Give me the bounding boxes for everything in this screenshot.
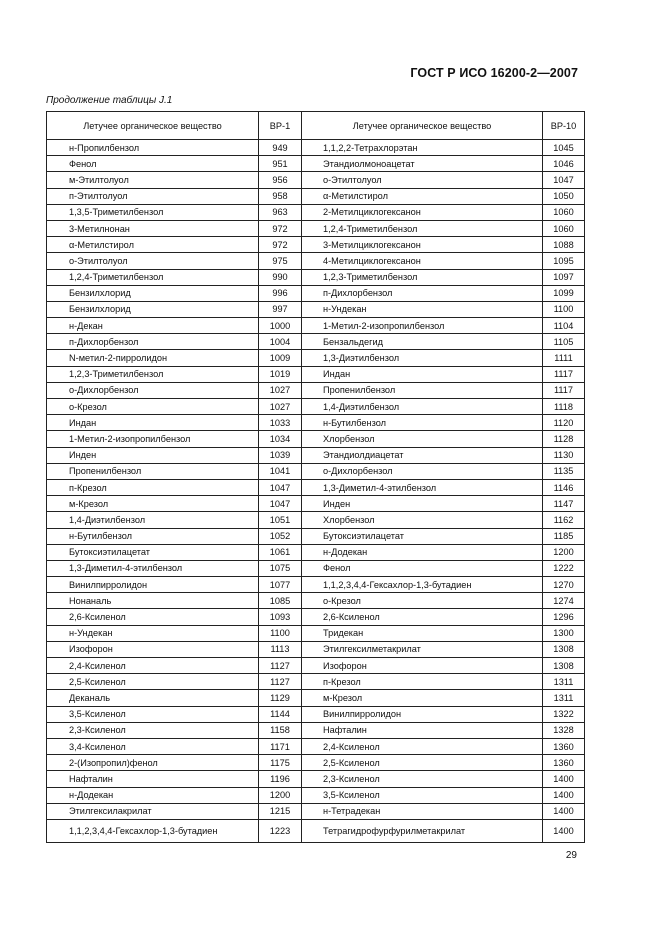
page-number: 29 xyxy=(565,850,577,861)
retention-index-bp10: 1360 xyxy=(543,738,585,754)
compound-cell-bp10: м-Крезол xyxy=(302,690,543,706)
compound-cell-bp10: 2,6-Ксиленол xyxy=(302,609,543,625)
compound-cell-bp10: Этандиолмоноацетат xyxy=(302,156,543,172)
compound-cell-bp10: 1,3-Диметил-4-этилбензол xyxy=(302,479,543,495)
retention-index-bp1: 1009 xyxy=(259,350,302,366)
retention-index-bp10: 1135 xyxy=(543,463,585,479)
compound-cell-bp1: н-Декан xyxy=(47,318,259,334)
table-row xyxy=(47,609,585,625)
compound-cell-bp10: н-Тетрадекан xyxy=(302,803,543,819)
compound-cell-bp1: 1,2,3-Триметилбензол xyxy=(47,366,259,382)
compound-cell-bp10: Этилгексилметакрилат xyxy=(302,641,543,657)
table-row xyxy=(47,399,585,415)
retention-index-bp10: 1105 xyxy=(543,334,585,350)
compound-cell-bp1: Нонаналь xyxy=(47,593,259,609)
compound-cell-bp10: Бутоксиэтилацетат xyxy=(302,528,543,544)
retention-index-bp10: 1088 xyxy=(543,237,585,253)
compound-cell-bp1: Индан xyxy=(47,415,259,431)
compound-cell-bp1: м-Крезол xyxy=(47,496,259,512)
compound-cell-bp10: Нафталин xyxy=(302,722,543,738)
compound-cell-bp10: Инден xyxy=(302,496,543,512)
table-row xyxy=(47,658,585,674)
table-row xyxy=(47,496,585,512)
retention-index-bp1: 1129 xyxy=(259,690,302,706)
compound-cell-bp1: 3,4-Ксиленол xyxy=(47,738,259,754)
compound-cell-bp10: 1-Метил-2-изопропилбензол xyxy=(302,318,543,334)
compound-cell-bp1: 2,4-Ксиленол xyxy=(47,658,259,674)
table-row xyxy=(47,285,585,301)
retention-index-bp1: 1027 xyxy=(259,382,302,398)
retention-index-bp1: 1175 xyxy=(259,755,302,771)
compound-cell-bp1: Бензилхлорид xyxy=(47,301,259,317)
retention-index-bp1: 1077 xyxy=(259,577,302,593)
compound-cell-bp10: 2,4-Ксиленол xyxy=(302,738,543,754)
retention-index-bp1: 1034 xyxy=(259,431,302,447)
compound-cell-bp1: Бензилхлорид xyxy=(47,285,259,301)
table-row xyxy=(47,722,585,738)
table-row xyxy=(47,577,585,593)
compound-cell-bp10: 1,2,3-Триметилбензол xyxy=(302,269,543,285)
compound-cell-bp10: 3,5-Ксиленол xyxy=(302,787,543,803)
compound-cell-bp1: о-Дихлорбензол xyxy=(47,382,259,398)
table-row xyxy=(47,301,585,317)
compound-cell-bp10: 2,5-Ксиленол xyxy=(302,755,543,771)
table-row xyxy=(47,819,585,842)
retention-index-bp10: 1046 xyxy=(543,156,585,172)
compound-cell-bp1: п-Этилтолуол xyxy=(47,188,259,204)
compound-cell-bp10: 1,2,4-Триметилбензол xyxy=(302,220,543,236)
table-row xyxy=(47,253,585,269)
table-row xyxy=(47,269,585,285)
compound-cell-bp10: 3-Метилциклогексанон xyxy=(302,237,543,253)
retention-index-bp1: 1093 xyxy=(259,609,302,625)
table-row xyxy=(47,755,585,771)
compound-cell-bp10: Тридекан xyxy=(302,625,543,641)
compound-cell-bp10: н-Бутилбензол xyxy=(302,415,543,431)
retention-index-bp1: 1196 xyxy=(259,771,302,787)
retention-index-bp10: 1360 xyxy=(543,755,585,771)
compound-cell-bp10: Бензальдегид xyxy=(302,334,543,350)
compound-cell-bp10: о-Этилтолуол xyxy=(302,172,543,188)
compound-cell-bp1: п-Крезол xyxy=(47,479,259,495)
compound-cell-bp1: 3,5-Ксиленол xyxy=(47,706,259,722)
retention-index-bp10: 1322 xyxy=(543,706,585,722)
compound-cell-bp1: Этилгексилакрилат xyxy=(47,803,259,819)
column-header-bp10: BP-10 xyxy=(543,112,585,140)
document-header: ГОСТ Р ИСО 16200-2—2007 xyxy=(410,66,578,80)
compound-cell-bp10: 1,3-Диэтилбензол xyxy=(302,350,543,366)
retention-index-bp1: 1041 xyxy=(259,463,302,479)
retention-index-bp1: 1033 xyxy=(259,415,302,431)
compound-cell-bp10: Этандиолдиацетат xyxy=(302,447,543,463)
column-header-compound-2: Летучее органическое вещество xyxy=(302,112,543,140)
compound-cell-bp1: о-Этилтолуол xyxy=(47,253,259,269)
table-row xyxy=(47,625,585,641)
compound-cell-bp1: 1,2,4-Триметилбензол xyxy=(47,269,259,285)
compound-cell-bp1: 1,4-Диэтилбензол xyxy=(47,512,259,528)
retention-index-bp10: 1060 xyxy=(543,204,585,220)
table-caption: Продолжение таблицы J.1 xyxy=(46,95,173,106)
compound-cell-bp1: 2,6-Ксиленол xyxy=(47,609,259,625)
compound-cell-bp10: о-Крезол xyxy=(302,593,543,609)
table-row xyxy=(47,544,585,560)
compound-cell-bp10: н-Ундекан xyxy=(302,301,543,317)
retention-index-bp10: 1146 xyxy=(543,479,585,495)
retention-index-bp10: 1162 xyxy=(543,512,585,528)
table-row xyxy=(47,512,585,528)
retention-index-bp10: 1311 xyxy=(543,690,585,706)
compound-cell-bp1: 1-Метил-2-изопропилбензол xyxy=(47,431,259,447)
retention-index-bp1: 1075 xyxy=(259,560,302,576)
column-header-compound-1: Летучее органическое вещество xyxy=(47,112,259,140)
retention-index-bp10: 1100 xyxy=(543,301,585,317)
retention-index-bp10: 1045 xyxy=(543,140,585,156)
compound-cell-bp10: 1,4-Диэтилбензол xyxy=(302,399,543,415)
compound-cell-bp1: Пропенилбензол xyxy=(47,463,259,479)
table-row xyxy=(47,706,585,722)
retention-index-bp10: 1400 xyxy=(543,819,585,842)
compound-cell-bp1: м-Этилтолуол xyxy=(47,172,259,188)
retention-index-bp10: 1308 xyxy=(543,641,585,657)
retention-index-bp10: 1300 xyxy=(543,625,585,641)
compound-cell-bp10: Винилпирролидон xyxy=(302,706,543,722)
retention-index-bp10: 1104 xyxy=(543,318,585,334)
compound-cell-bp1: н-Бутилбензол xyxy=(47,528,259,544)
table-row xyxy=(47,220,585,236)
compound-cell-bp1: 2-(Изопропил)фенол xyxy=(47,755,259,771)
compound-cell-bp1: 2,5-Ксиленол xyxy=(47,674,259,690)
retention-index-bp1: 1027 xyxy=(259,399,302,415)
table-row xyxy=(47,447,585,463)
retention-index-bp1: 1047 xyxy=(259,496,302,512)
retention-index-bp1: 1171 xyxy=(259,738,302,754)
compound-cell-bp10: Индан xyxy=(302,366,543,382)
table-row xyxy=(47,172,585,188)
retention-index-bp10: 1128 xyxy=(543,431,585,447)
table-row xyxy=(47,479,585,495)
retention-index-bp10: 1097 xyxy=(543,269,585,285)
table-row xyxy=(47,156,585,172)
retention-index-bp1: 1113 xyxy=(259,641,302,657)
compound-cell-bp10: 1,1,2,2-Тетрахлорэтан xyxy=(302,140,543,156)
table-row xyxy=(47,318,585,334)
retention-index-bp10: 1311 xyxy=(543,674,585,690)
retention-index-bp10: 1117 xyxy=(543,366,585,382)
retention-index-bp10: 1200 xyxy=(543,544,585,560)
compound-cell-bp1: 2,3-Ксиленол xyxy=(47,722,259,738)
retention-index-bp1: 1047 xyxy=(259,479,302,495)
retention-index-bp1: 972 xyxy=(259,220,302,236)
retention-index-bp1: 1144 xyxy=(259,706,302,722)
compound-cell-bp1: п-Дихлорбензол xyxy=(47,334,259,350)
retention-index-bp10: 1400 xyxy=(543,803,585,819)
table-row xyxy=(47,674,585,690)
retention-index-bp10: 1120 xyxy=(543,415,585,431)
retention-index-bp1: 949 xyxy=(259,140,302,156)
retention-index-bp10: 1111 xyxy=(543,350,585,366)
retention-index-bp10: 1308 xyxy=(543,658,585,674)
retention-index-bp1: 972 xyxy=(259,237,302,253)
table-row xyxy=(47,350,585,366)
table-row xyxy=(47,204,585,220)
table-row xyxy=(47,140,585,156)
retention-index-bp1: 1019 xyxy=(259,366,302,382)
retention-index-bp1: 1085 xyxy=(259,593,302,609)
compound-cell-bp1: Деканаль xyxy=(47,690,259,706)
table-row xyxy=(47,334,585,350)
retention-index-bp1: 963 xyxy=(259,204,302,220)
compound-cell-bp1: Винилпирролидон xyxy=(47,577,259,593)
retention-index-bp1: 1052 xyxy=(259,528,302,544)
retention-index-bp1: 975 xyxy=(259,253,302,269)
retention-index-bp1: 958 xyxy=(259,188,302,204)
retention-index-bp1: 1223 xyxy=(259,819,302,842)
compound-cell-bp10: 1,1,2,3,4,4-Гексахлор-1,3-бутадиен xyxy=(302,577,543,593)
retention-index-bp10: 1296 xyxy=(543,609,585,625)
table-row xyxy=(47,415,585,431)
retention-index-bp10: 1222 xyxy=(543,560,585,576)
compound-cell-bp1: о-Крезол xyxy=(47,399,259,415)
compound-cell-bp10: Хлорбензол xyxy=(302,431,543,447)
retention-index-bp1: 1051 xyxy=(259,512,302,528)
retention-index-bp1: 1127 xyxy=(259,674,302,690)
compound-cell-bp10: о-Дихлорбензол xyxy=(302,463,543,479)
compound-cell-bp1: н-Пропилбензол xyxy=(47,140,259,156)
table-row xyxy=(47,738,585,754)
compound-cell-bp1: 1,1,2,3,4,4-Гексахлор-1,3-бутадиен xyxy=(47,819,259,842)
retention-index-bp1: 990 xyxy=(259,269,302,285)
compound-cell-bp10: Пропенилбензол xyxy=(302,382,543,398)
retention-index-bp10: 1099 xyxy=(543,285,585,301)
retention-index-bp1: 1000 xyxy=(259,318,302,334)
table-row xyxy=(47,431,585,447)
retention-index-bp1: 997 xyxy=(259,301,302,317)
table-row xyxy=(47,237,585,253)
compound-cell-bp1: 1,3-Диметил-4-этилбензол xyxy=(47,560,259,576)
compound-cell-bp1: н-Ундекан xyxy=(47,625,259,641)
retention-index-bp10: 1095 xyxy=(543,253,585,269)
table-row xyxy=(47,771,585,787)
retention-index-bp1: 1158 xyxy=(259,722,302,738)
retention-index-bp1: 1061 xyxy=(259,544,302,560)
voc-table xyxy=(46,111,585,843)
compound-cell-bp10: 2-Метилциклогексанон xyxy=(302,204,543,220)
compound-cell-bp1: Фенол xyxy=(47,156,259,172)
retention-index-bp1: 1215 xyxy=(259,803,302,819)
table-row xyxy=(47,188,585,204)
retention-index-bp10: 1270 xyxy=(543,577,585,593)
compound-cell-bp10: н-Додекан xyxy=(302,544,543,560)
compound-cell-bp10: α-Метилстирол xyxy=(302,188,543,204)
retention-index-bp10: 1400 xyxy=(543,787,585,803)
column-header-bp1: BP-1 xyxy=(259,112,302,140)
compound-cell-bp1: Нафталин xyxy=(47,771,259,787)
compound-cell-bp1: н-Додекан xyxy=(47,787,259,803)
table-row xyxy=(47,560,585,576)
compound-cell-bp10: Хлорбензол xyxy=(302,512,543,528)
compound-cell-bp10: 2,3-Ксиленол xyxy=(302,771,543,787)
compound-cell-bp1: Инден xyxy=(47,447,259,463)
table-body xyxy=(47,140,585,843)
compound-cell-bp1: 3-Метилнонан xyxy=(47,220,259,236)
retention-index-bp1: 956 xyxy=(259,172,302,188)
compound-cell-bp1: Изофорон xyxy=(47,641,259,657)
retention-index-bp10: 1130 xyxy=(543,447,585,463)
compound-cell-bp10: Изофорон xyxy=(302,658,543,674)
retention-index-bp1: 1004 xyxy=(259,334,302,350)
retention-index-bp1: 1200 xyxy=(259,787,302,803)
compound-cell-bp10: 4-Метилциклогексанон xyxy=(302,253,543,269)
retention-index-bp1: 996 xyxy=(259,285,302,301)
retention-index-bp10: 1400 xyxy=(543,771,585,787)
retention-index-bp10: 1328 xyxy=(543,722,585,738)
table-header-row xyxy=(47,112,585,140)
table-row xyxy=(47,641,585,657)
table-row xyxy=(47,690,585,706)
retention-index-bp1: 1127 xyxy=(259,658,302,674)
retention-index-bp1: 1100 xyxy=(259,625,302,641)
table-row xyxy=(47,463,585,479)
table-row xyxy=(47,366,585,382)
compound-cell-bp1: Бутоксиэтилацетат xyxy=(47,544,259,560)
retention-index-bp10: 1050 xyxy=(543,188,585,204)
compound-cell-bp10: п-Дихлорбензол xyxy=(302,285,543,301)
table-row xyxy=(47,528,585,544)
compound-cell-bp10: Тетрагидрофурфурилметакрилат xyxy=(302,819,543,842)
retention-index-bp10: 1117 xyxy=(543,382,585,398)
retention-index-bp10: 1274 xyxy=(543,593,585,609)
retention-index-bp10: 1185 xyxy=(543,528,585,544)
retention-index-bp1: 1039 xyxy=(259,447,302,463)
retention-index-bp10: 1060 xyxy=(543,220,585,236)
retention-index-bp10: 1147 xyxy=(543,496,585,512)
retention-index-bp10: 1118 xyxy=(543,399,585,415)
retention-index-bp1: 951 xyxy=(259,156,302,172)
compound-cell-bp10: п-Крезол xyxy=(302,674,543,690)
table-row xyxy=(47,593,585,609)
table-row xyxy=(47,803,585,819)
compound-cell-bp1: N-метил-2-пирролидон xyxy=(47,350,259,366)
table-row xyxy=(47,787,585,803)
retention-index-bp10: 1047 xyxy=(543,172,585,188)
compound-cell-bp1: α-Метилстирол xyxy=(47,237,259,253)
compound-cell-bp1: 1,3,5-Триметилбензол xyxy=(47,204,259,220)
table-row xyxy=(47,382,585,398)
compound-cell-bp10: Фенол xyxy=(302,560,543,576)
